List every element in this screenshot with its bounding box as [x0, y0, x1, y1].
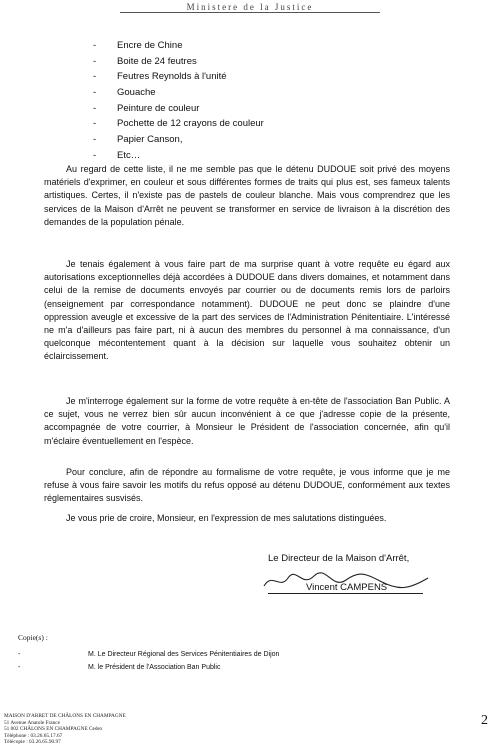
signature-name: Vincent CAMPENS — [306, 582, 388, 593]
list-item: - Pochette de 12 crayons de couleur — [93, 118, 264, 130]
supplies-list — [93, 38, 264, 164]
paragraph-salutation: Je vous prie de croire, Monsieur, en l'expression de mes salutations distinguées. — [66, 513, 387, 523]
list-item: - Gouache — [93, 87, 156, 99]
signature-title: Le Directeur de la Maison d'Arrêt, — [268, 553, 410, 564]
ministry-header: Ministere de la Justice — [186, 2, 314, 12]
letter-page: Ministere de la Justice - Encre de Chine - Boite de 24 feutres - Feutres Reynolds à l'unité - Gouache - Peinture de couleur - Pochette de 12 crayons de couleur - Papier Canson, - Etc… Au regard de cette liste, il ne me semble pas que le détenu DUDOUE soit privé des moyens matériels d'exprimer, en couleur et sous différentes formes de traits qui plus est, ses fameux talents artistiques. Certes, il n'existe pas de pastels de couleur blanche. Mais vous comprendrez que les services de la Maison d'Arrêt ne peuvent se transformer en service de livraison à la discrétion des demandes de la population pénale. Je tenais également à vous faire part de ma surprise quant à votre requête eu égard aux autorisations exceptionnelles déjà accordées à DUDOUE dans divers domaines, et notamment dans celui de la remise de documents envoyés par courrier ou de documents remis lors de parloirs (enseignement par correspondance notamment). DUDOUE ne peut donc se plaindre d'une oppression aveugle et excessive de la part des services de l'Administration Pénitentiaire. L'intéressé ne m'a d'ailleurs pas faire part, ni à aucun des membres du personnel à ma connaissance, d'un quelconque mécontentement quant à la décision sur laquelle vous souhaitez obtenir un éclaircissement. Je m'interroge également sur la forme de votre requête à en-tête de l'association Ban Public. A ce sujet, vous ne verrez bien sûr aucun inconvénient à ce que j'adresse copie de la présente, accompagnée de votre courrier, à Monsieur le Président de l'association concernée, afin qu'il m'éclaire éventuellement en l'espèce. Pour conclure, afin de répondre au formalisme de votre requête, je vous informe que je me refuse à vous faire savoir les motifs du refus opposé au détenu DUDOUE, conformément aux textes réglementaires susvisés. Je vous prie de croire, Monsieur, en l'expression de mes salutations distinguées. Le Directeur de la Maison d'Arrêt, Vincent CAMPENS Copie(s) : - M. Le Directeur Régional des Services Pénitentiaires de Dijon - M. le Président de l'Association Ban Public MAISON D'ARRET DE CHÂLONS EN CHAMPAGNE 51 Avenue Anatole France 51 002 CHÂLONS EN CHAMPAGNE Cedex Téléphone : 03.26.65.17.67 Télécopie : 03.26.65.90.97 2 — [0, 0, 500, 751]
list-item: - Peinture de couleur — [93, 102, 200, 114]
paragraph-supplies: Au regard de cette liste, il ne me semble pas que le détenu DUDOUE soit privé des moyens matériels d'exprimer, en couleur et sous différentes formes de traits qui plus est, ses fameux talents artistiques. Certes, il n'existe pas de pastels de couleur blanche. Mais vous comprendrez que les services de la Maison d'Arrêt ne peuvent se transformer en service de livraison à la discrétion des demandes de la population pénale. — [44, 164, 450, 227]
paragraph-conclusion: Pour conclure, afin de répondre au formalisme de votre requête, je vous informe que je me refuse à vous faire savoir les motifs du refus opposé au détenu DUDOUE, conformément aux textes réglementaires susvisés. — [44, 467, 450, 504]
list-item: - Boite de 24 feutres — [93, 55, 197, 67]
list-item: - Encre de Chine — [93, 40, 183, 51]
footer-address: MAISON D'ARRET DE CHÂLONS EN CHAMPAGNE 51 Avenue Anatole France 51 002 CHÂLONS EN CHAMPAGNE Cedex Téléphone : 03.26.65.17.67 Télécopie : 03.26.65.90.97 — [4, 713, 126, 745]
copies-label: Copie(s) : — [18, 633, 48, 642]
header-rule — [120, 12, 380, 13]
paragraph-surprise: Je tenais également à vous faire part de ma surprise quant à votre requête eu égard aux autorisations exceptionnelles déjà accordées à DUDOUE dans divers domaines, et notamment dans celui de la remise de documents envoyés par courrier ou de documents remis lors de parloirs (enseignement par correspondance notamment). DUDOUE ne peut donc se plaindre d'une oppression aveugle et excessive de la part des services de l'Administration Pénitentiaire. L'intéressé ne m'a d'ailleurs pas faire part, ni à aucun des membres du personnel à ma connaissance, d'un quelconque mécontentement quant à la décision sur laquelle vous souhaitez obtenir un éclaircissement. — [44, 259, 450, 362]
list-item: - Etc… — [93, 149, 141, 161]
paragraph-association: Je m'interroge également sur la forme de votre requête à en-tête de l'association Ban Public. A ce sujet, vous ne verrez bien sûr aucun inconvénient à ce que j'adresse copie de la présente, accompagnée de votre courrier, à Monsieur le Président de l'association concernée, afin qu'il m'éclaire éventuellement en l'espèce. — [44, 396, 450, 446]
list-item: - Feutres Reynolds à l'unité — [93, 71, 227, 83]
signature-rule — [268, 593, 423, 594]
list-item: - Papier Canson, — [93, 134, 183, 146]
page-number: 2 — [481, 713, 488, 728]
